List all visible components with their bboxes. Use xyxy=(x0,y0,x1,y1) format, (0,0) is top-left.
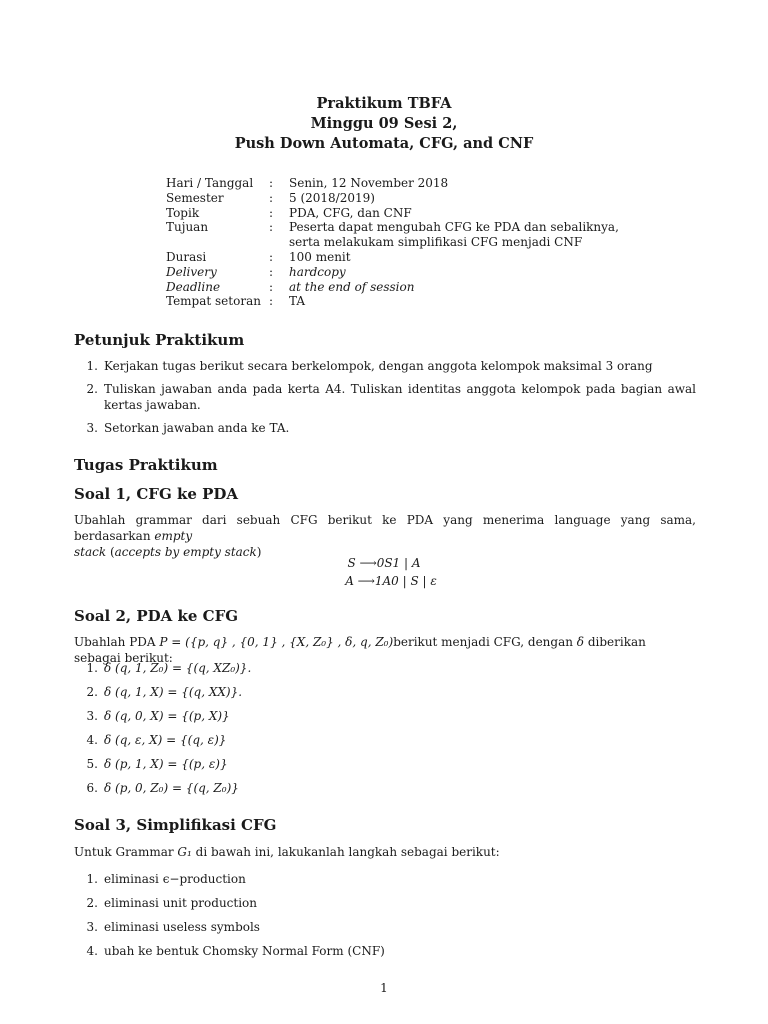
info-colon: : xyxy=(269,205,274,220)
list-item-number: 3. xyxy=(86,920,98,934)
info-value: 100 menit xyxy=(289,249,351,264)
list-item-number: 6. xyxy=(86,781,98,795)
list-item xyxy=(74,359,696,375)
soal-1-paragraph xyxy=(74,512,696,560)
title-line-1: Praktikum TBFA xyxy=(316,95,452,112)
list-item-text: Tuliskan jawaban anda pada kerta A4. Tuliskan identitas anggota kelompok pada bagian awal kertas jawaban. xyxy=(104,382,696,412)
section-heading-soal-3: Soal 3, Simplifikasi CFG xyxy=(74,816,277,834)
list-item-text: δ (p, 0, Z₀) = {(q, Z₀)} xyxy=(104,781,239,795)
info-value: TA xyxy=(289,294,306,309)
list-item-number: 2. xyxy=(86,896,98,910)
list-item xyxy=(74,382,696,413)
info-colon: : xyxy=(269,176,274,190)
paragraph-emphasis: empty xyxy=(154,529,193,543)
list-item xyxy=(74,781,696,797)
title-line-2: Minggu 09 Sesi 2, xyxy=(310,115,458,132)
paragraph-text: ) xyxy=(256,545,262,559)
info-colon: : xyxy=(269,220,274,235)
section-heading-soal-2: Soal 2, PDA ke CFG xyxy=(74,607,239,625)
list-item-number: 2. xyxy=(86,685,98,699)
paragraph-text: Ubahlah grammar dari sebuah CFG berikut ke PDA yang menerima language yang sama, berdasarkan xyxy=(74,513,696,543)
section-heading-petunjuk: Petunjuk Praktikum xyxy=(74,331,245,349)
page-number: 1 xyxy=(380,981,388,995)
info-row xyxy=(166,220,619,250)
info-colon: : xyxy=(269,264,274,279)
list-item-text: δ (q, 1, X) = {(q, XX)}. xyxy=(104,685,243,699)
list-item-number: 5. xyxy=(86,757,98,771)
info-value: at the end of session xyxy=(289,279,415,294)
info-row xyxy=(166,280,619,295)
paragraph-text: berikut menjadi CFG, dengan xyxy=(393,635,577,649)
info-label: Tempat setoran xyxy=(166,294,261,309)
list-item-text: eliminasi ϵ−production xyxy=(104,872,246,886)
grammar-rule-text: S ⟶0S1 | A xyxy=(347,556,421,570)
info-row xyxy=(166,206,619,221)
info-colon: : xyxy=(269,279,274,294)
list-item-number: 4. xyxy=(86,733,98,747)
paragraph-emphasis: stack xyxy=(74,545,107,559)
info-colon: : xyxy=(269,249,274,264)
list-item xyxy=(74,920,696,936)
list-item-text: Setorkan jawaban anda ke TA. xyxy=(104,421,290,435)
list-item-number: 3. xyxy=(86,709,98,723)
list-item xyxy=(74,709,696,725)
paragraph-math: G₁ xyxy=(177,845,192,859)
list-item-text: δ (p, 1, X) = {(p, ε)} xyxy=(104,757,228,771)
list-item xyxy=(74,421,696,437)
list-item xyxy=(74,661,696,677)
info-label: Durasi xyxy=(166,249,207,264)
list-item xyxy=(74,872,696,888)
info-value: Senin, 12 November 2018 xyxy=(289,176,449,190)
list-item-number: 4. xyxy=(86,944,98,958)
list-item-number: 1. xyxy=(86,359,98,373)
list-item-number: 1. xyxy=(86,661,98,675)
info-label: Deadline xyxy=(166,279,221,294)
info-value-line: Peserta dapat mengubah CFG ke PDA dan sebaliknya, xyxy=(289,220,619,235)
info-row xyxy=(166,191,619,206)
info-label: Topik xyxy=(166,205,200,220)
info-table xyxy=(166,176,619,309)
info-value: 5 (2018/2019) xyxy=(289,190,375,205)
title-line-3: Push Down Automata, CFG, and CNF xyxy=(234,135,534,152)
paragraph-math: δ xyxy=(576,635,585,649)
info-value: PDA, CFG, dan CNF xyxy=(289,205,412,220)
info-label: Delivery xyxy=(166,264,217,279)
grammar-rule-text: A ⟶1A0 | S | ε xyxy=(345,574,437,588)
list-item xyxy=(74,944,696,960)
list-item xyxy=(74,733,696,749)
info-row xyxy=(166,294,619,309)
grammar-rule xyxy=(0,574,768,588)
info-row xyxy=(166,265,619,280)
section-heading-tugas: Tugas Praktikum xyxy=(74,456,218,474)
info-value-line: serta melakukam simplifikasi CFG menjadi CNF xyxy=(289,235,583,250)
info-label: Hari / Tanggal xyxy=(166,176,254,190)
info-colon: : xyxy=(269,294,274,309)
list-item-text: δ (q, 0, X) = {(p, X)} xyxy=(104,709,230,723)
list-item-text: Kerjakan tugas berikut secara berkelompok, dengan anggota kelompok maksimal 3 orang xyxy=(104,359,653,373)
section-heading-soal-1: Soal 1, CFG ke PDA xyxy=(74,485,239,503)
paragraph-emphasis: accepts by empty stack xyxy=(114,545,257,559)
paragraph-math: P = ({p, q} , {0, 1} , {X, Z₀} , δ, q, Z₀) xyxy=(159,635,394,649)
info-row xyxy=(166,250,619,265)
soal-3-paragraph xyxy=(74,844,696,860)
paragraph-text: di bawah ini, lakukanlah langkah sebagai berikut: xyxy=(191,845,500,859)
grammar-rule xyxy=(0,556,768,570)
info-colon: : xyxy=(269,190,274,205)
info-label: Semester xyxy=(166,190,224,205)
info-value: hardcopy xyxy=(289,264,346,279)
info-row xyxy=(166,176,619,191)
info-value xyxy=(289,220,619,250)
paragraph-text: Untuk Grammar xyxy=(74,845,178,859)
list-item xyxy=(74,685,696,701)
list-item-number: 1. xyxy=(86,872,98,886)
list-item xyxy=(74,757,696,773)
list-item-text: ubah ke bentuk Chomsky Normal Form (CNF) xyxy=(104,944,385,958)
paragraph-text: ( xyxy=(106,545,115,559)
document-title xyxy=(0,94,768,154)
info-label: Tujuan xyxy=(166,220,209,235)
paragraph-text: Ubahlah PDA xyxy=(74,635,160,649)
list-item-text: eliminasi useless symbols xyxy=(104,920,260,934)
list-item xyxy=(74,896,696,912)
list-item-text: δ (q, 1, Z₀) = {(q, XZ₀)}. xyxy=(104,661,252,675)
list-item-text: δ (q, ε, X) = {(q, ε)} xyxy=(104,733,227,747)
list-item-number: 3. xyxy=(86,421,98,435)
list-item-text: eliminasi unit production xyxy=(104,896,258,910)
paragraph-text: diberikan sebagai berikut: xyxy=(74,635,646,665)
list-item-number: 2. xyxy=(86,382,98,396)
